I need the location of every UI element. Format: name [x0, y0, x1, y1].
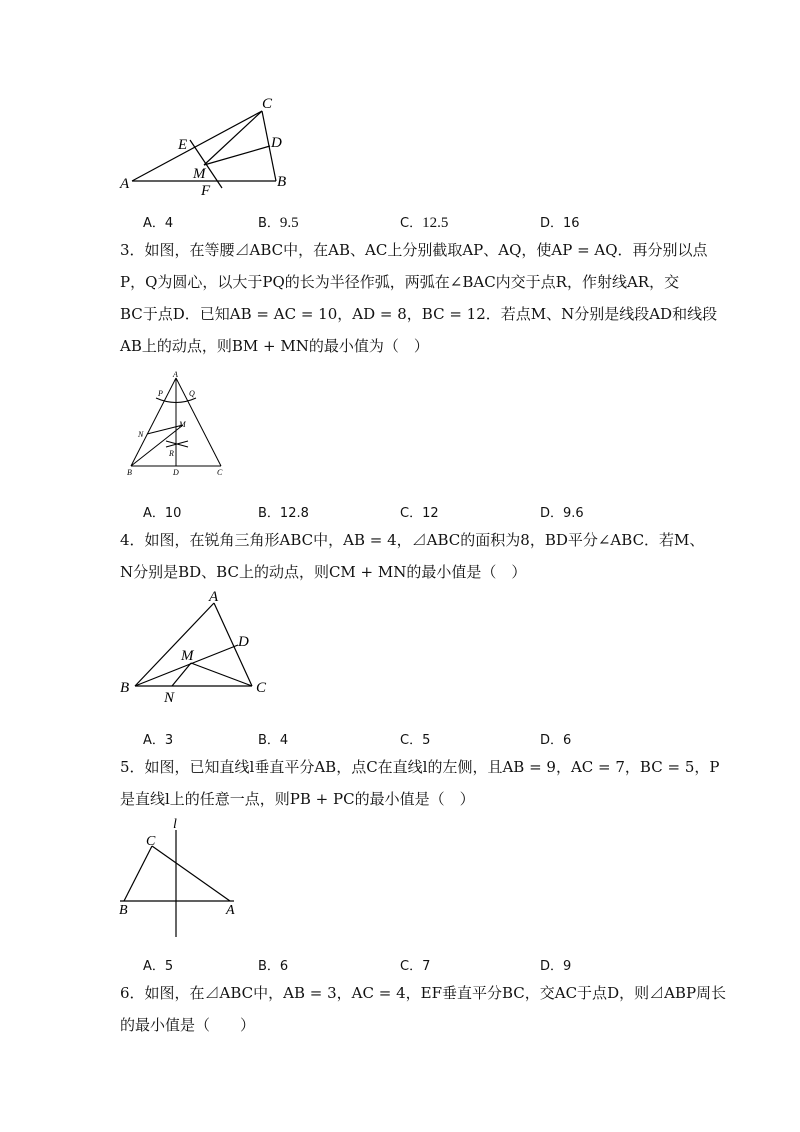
q5-option-b: B．6: [258, 959, 289, 974]
label-D: D: [173, 468, 179, 477]
q3-option-d: D．9.6: [540, 506, 584, 521]
label-P: P: [158, 389, 163, 398]
label-B: B: [127, 468, 132, 477]
q3-line-1: 3．如图，在等腰⊿ABC中，在AB、AC上分别截取AP、AQ，使AP = AQ．再分别以点: [120, 241, 708, 259]
q6-line-1: 6．如图，在⊿ABC中，AB = 3，AC = 4，EF垂直平分BC，交AC于点D，则⊿ABP周长: [120, 984, 727, 1002]
q2-option-b-label: B．: [258, 216, 280, 231]
label-R: R: [169, 449, 174, 458]
label-N: N: [138, 430, 144, 439]
label-F: F: [201, 183, 211, 199]
label-A: A: [120, 176, 130, 192]
q3-line-2: P，Q为圆心，以大于PQ的长为半径作弧，两弧在∠BAC内交于点R，作射线AR，交: [120, 273, 680, 291]
q6-line-2: 的最小值是（ ）: [120, 1016, 256, 1034]
label-A: A: [173, 370, 178, 379]
label-D: D: [271, 135, 282, 151]
label-C: C: [146, 834, 156, 849]
q3-line-4: AB上的动点，则BM + MN的最小值为（ ）: [120, 337, 429, 355]
q3-option-c: C．12: [400, 506, 439, 521]
label-Q: Q: [189, 389, 195, 398]
q2-option-c-value: 12.5: [422, 215, 449, 231]
q4-line-2: N分别是BD、BC上的动点，则CM + MN的最小值是（ ）: [120, 563, 527, 581]
q3-line-3: BC于点D．已知AB = AC = 10，AD = 8，BC = 12．若点M、N分别是线段AD和线段: [120, 305, 718, 323]
q5-option-d: D．9: [540, 959, 572, 974]
label-C: C: [217, 468, 223, 477]
q2-option-d: D．16: [540, 216, 580, 231]
q2-option-c-label: C．: [400, 216, 423, 231]
label-N: N: [164, 690, 175, 706]
label-C: C: [262, 96, 273, 112]
q5-line-2: 是直线l上的任意一点，则PB + PC的最小值是（ ）: [120, 790, 475, 808]
label-l: l: [173, 817, 177, 832]
q4-option-d: D．6: [540, 733, 572, 748]
q2-option-a: A．4: [143, 216, 174, 231]
q5-line-1: 5．如图，已知直线l垂直平分AB，点C在直线l的左侧，且AB = 9，AC = 7，BC = 5，P: [120, 758, 720, 776]
label-M: M: [193, 166, 206, 182]
label-B: B: [119, 903, 128, 918]
label-B: B: [277, 174, 287, 190]
label-M: M: [181, 648, 194, 664]
label-A: A: [226, 903, 235, 918]
q5-option-a: A．5: [143, 959, 174, 974]
q4-option-a: A．3: [143, 733, 174, 748]
label-E: E: [178, 137, 188, 153]
q4-option-b: B．4: [258, 733, 289, 748]
label-A: A: [209, 589, 219, 605]
q4-line-1: 4．如图，在锐角三角形ABC中，AB = 4，⊿ABC的面积为8，BD平分∠ABC．若M、: [120, 531, 705, 549]
label-M: M: [179, 420, 186, 429]
q4-option-c: C．5: [400, 733, 431, 748]
q2-option-b-value: 9.5: [279, 215, 299, 231]
q3-option-a: A．10: [143, 506, 182, 521]
q3-option-b: B．12.8: [258, 506, 309, 521]
label-D: D: [238, 634, 249, 650]
q5-option-c: C．7: [400, 959, 431, 974]
label-C: C: [256, 680, 267, 696]
label-B: B: [120, 680, 130, 696]
